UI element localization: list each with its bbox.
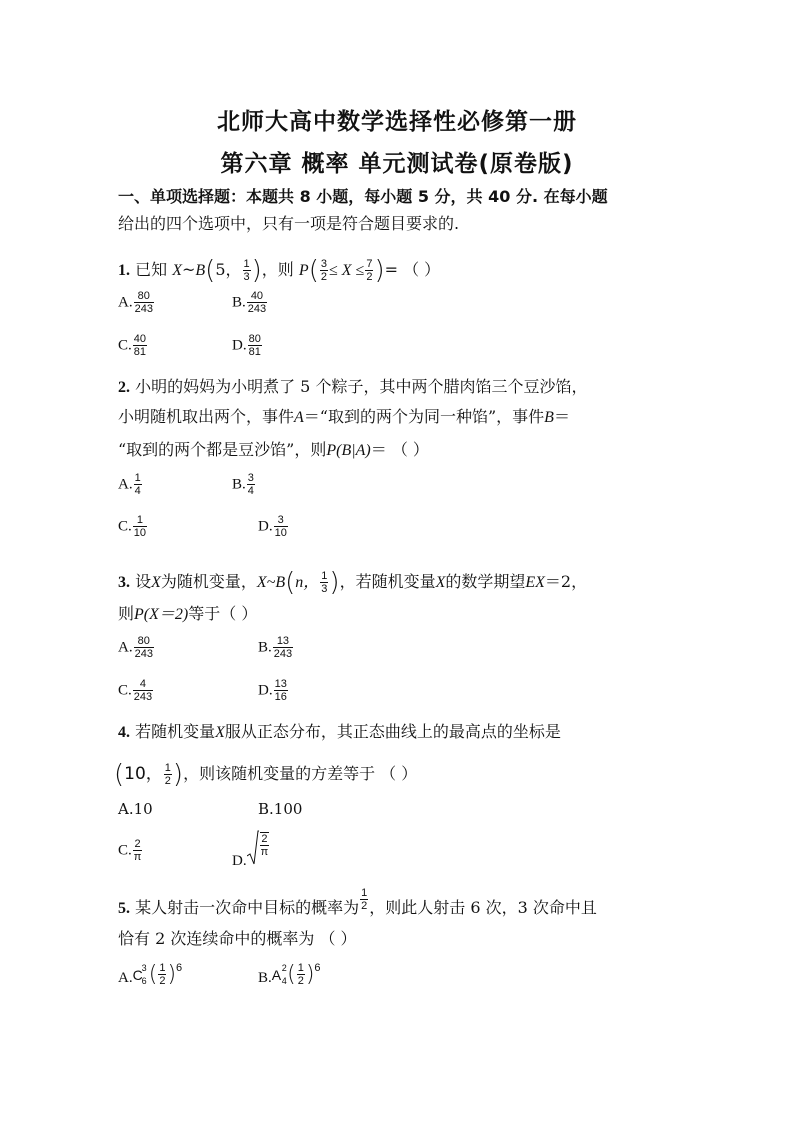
prob-x2: P(X＝2)	[134, 606, 189, 623]
q1-option-a[interactable]: A. $\frac{80}{243}$	[118, 290, 153, 315]
fraction: $\frac{7}{2}$	[366, 258, 373, 283]
q2-line3: “取到的两个都是豆沙馅”，则P(B|A)＝ （ ）	[118, 440, 429, 459]
q3-option-b[interactable]: B. $\frac{13}{243}$	[258, 635, 293, 660]
param: 5，	[215, 260, 242, 279]
dist-b: B	[195, 262, 206, 279]
q2-option-a[interactable]: A. $\frac{1}{4}$	[118, 472, 141, 497]
q1-option-b[interactable]: B. $\frac{40}{243}$	[232, 290, 267, 315]
q5-option-a[interactable]: A.C 3 6 ( $\frac{1}{2}$ )$^6$	[118, 962, 183, 987]
var-x: X	[172, 262, 182, 279]
q3-option-d[interactable]: D. $\frac{13}{16}$	[258, 678, 287, 703]
q5-line2: 恰有 2 次连续命中的概率为 （ ）	[118, 929, 357, 948]
q2-option-b[interactable]: B. $\frac{3}{4}$	[232, 472, 254, 497]
q1-then: ，则	[261, 260, 294, 279]
q2-line1: 小明的妈妈为小明煮了 5 个粽子，其中两个腊肉馅三个豆沙馅，	[135, 377, 588, 396]
section-heading-line2: 给出的四个选项中，只有一项是符合题目要求的.	[118, 214, 460, 233]
question-number: 5.	[118, 900, 130, 917]
q3-option-c[interactable]: C. $\frac{4}{243}$	[118, 678, 153, 703]
expectation: EX	[525, 574, 545, 591]
sqrt-icon	[247, 830, 259, 870]
cond-prob: P(B|A)	[326, 442, 371, 459]
q4-option-a[interactable]: A.10	[118, 800, 153, 818]
tilde: ~	[181, 260, 196, 279]
answer-blank: = （ ）	[384, 260, 441, 279]
q4-option-c[interactable]: C. $\frac{2}{\pi}$	[118, 838, 142, 863]
fraction: $\frac{1}{3}$	[243, 258, 250, 283]
q2-option-d[interactable]: D. $\frac{3}{10}$	[258, 514, 287, 539]
q2-option-c[interactable]: C. $\frac{1}{10}$	[118, 514, 147, 539]
doc-title: 北师大高中数学选择性必修第一册	[217, 109, 577, 135]
var-x: X	[215, 724, 225, 741]
question-number: 1.	[118, 262, 130, 279]
q4-option-b[interactable]: B.100	[258, 800, 303, 818]
q1-option-c[interactable]: C. $\frac{40}{81}$	[118, 333, 147, 358]
fraction: $\frac{1}{2}$	[361, 887, 368, 912]
fraction: $\frac{1}{2}$	[164, 762, 171, 787]
q3-line2: 则P(X＝2)等于（ ）	[118, 604, 258, 623]
question-3: 3. 设X为随机变量，X~B(n， $\frac{1}{3}$ )，若随机变量X的数学期望EX＝2，	[118, 567, 588, 598]
question-5: 5. 某人射击一次命中目标的概率为 $\frac{1}{2}$ ，则此人射击 6 次，3 次命中且	[118, 887, 597, 917]
q3-option-a[interactable]: A. $\frac{80}{243}$	[118, 635, 153, 660]
q1-option-d[interactable]: D. $\frac{80}{81}$	[232, 333, 261, 358]
var-x: X	[151, 574, 161, 591]
fraction: $\frac{1}{3}$	[321, 570, 328, 595]
fraction: $\frac{3}{2}$	[320, 258, 327, 283]
event-b: B	[544, 409, 554, 426]
question-number: 2.	[118, 379, 130, 396]
question-2	[118, 376, 587, 399]
doc-subtitle: 第六章 概率 单元测试卷(原卷版)	[220, 151, 574, 177]
q4-line2: (10， $\frac{1}{2}$ )，则该随机变量的方差等于 （ ）	[114, 759, 418, 790]
prob-p: P	[298, 262, 309, 279]
q5-option-b[interactable]: B.A 2 4 ( $\frac{1}{2}$ )$^6$	[258, 962, 321, 987]
q4-option-d[interactable]: D. $\frac{2}{\pi}$	[232, 830, 270, 870]
q2-line2: 小明随机取出两个，事件A＝“取到的两个为同一种馅”，事件B＝	[118, 407, 570, 426]
event-a: A	[294, 409, 304, 426]
dist-b: X~B	[256, 574, 286, 591]
question-1: 1. 已知 X~B(5， $\frac{1}{3}$ )，则 P( $\frac{3}{2}$ ≤ X ≤ $\frac{7}{2}$ )= （ ）	[118, 255, 441, 286]
inequality: ≤ X ≤	[328, 262, 365, 279]
question-4: 4. 若随机变量X服从正态分布，其正态曲线上的最高点的坐标是	[118, 722, 561, 741]
question-number: 4.	[118, 724, 130, 741]
q1-text: 已知	[135, 260, 168, 279]
section-heading-line1: 一、单项选择题：本题共 8 小题，每小题 5 分，共 40 分. 在每小题	[118, 187, 608, 206]
question-number: 3.	[118, 574, 130, 591]
